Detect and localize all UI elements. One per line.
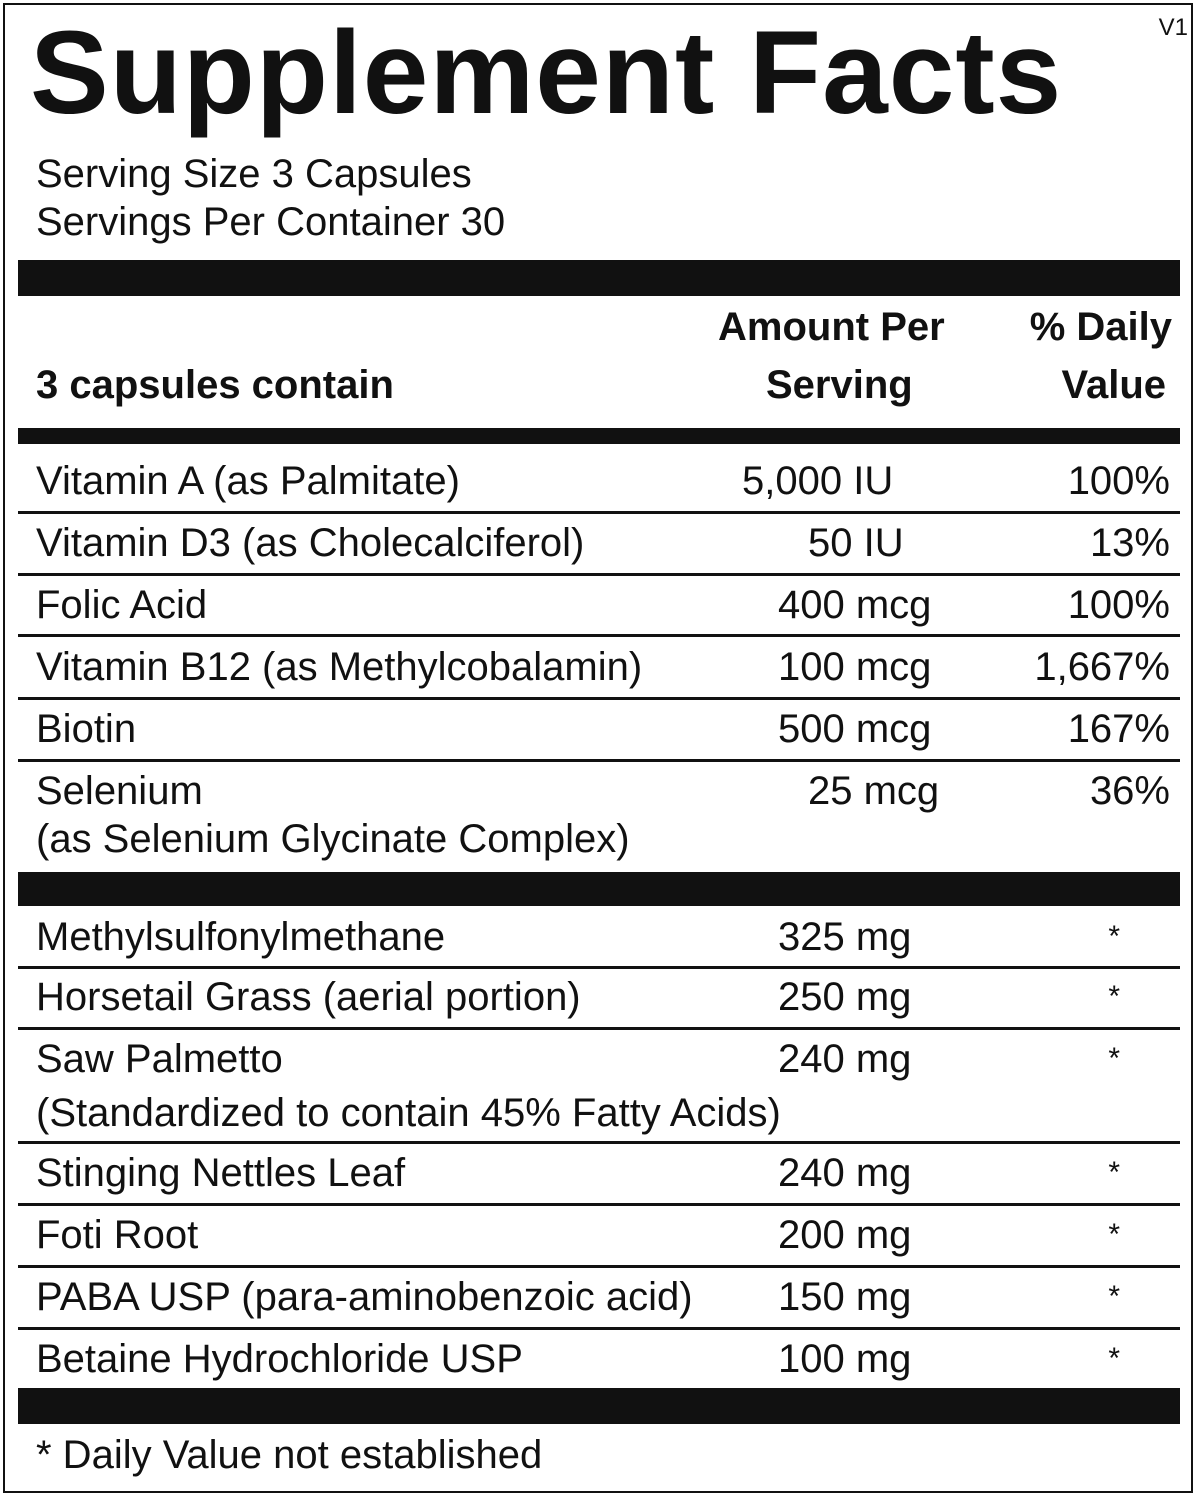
nutrient-amount: 50 IU [808,521,904,565]
column-header-amount-line2: Serving [766,363,913,407]
row-divider [18,511,1180,514]
ingredient-daily-value: * [1108,1342,1120,1375]
column-header-dv-line2: Value [1061,363,1166,407]
nutrient-amount: 25 mcg [808,769,940,813]
medium-divider [18,428,1180,444]
row-divider [18,759,1180,762]
ingredient-amount: 325 mg [778,915,912,959]
ingredient-amount: 240 mg [778,1037,912,1081]
nutrient-name: Vitamin D3 (as Cholecalciferol) [36,521,585,565]
ingredient-name: Horsetail Grass (aerial portion) [36,975,581,1019]
nutrient-daily-value: 100% [1067,583,1170,627]
ingredient-amount: 100 mg [778,1337,912,1381]
nutrient-name: Selenium [36,769,203,813]
nutrient-daily-value: 100% [1067,459,1170,503]
row-divider [18,1327,1180,1330]
ingredient-name: PABA USP (para-aminobenzoic acid) [36,1275,693,1319]
ingredient-daily-value: * [1108,1156,1120,1189]
nutrient-name: Vitamin A (as Palmitate) [36,459,460,503]
row-divider [18,1141,1180,1144]
ingredient-row [0,1034,1200,1138]
serving-size: Serving Size 3 Capsules [36,152,472,196]
row-divider [18,1265,1180,1268]
ingredient-name: Stinging Nettles Leaf [36,1151,406,1195]
version-label: V1 [1158,14,1188,41]
row-divider [18,634,1180,637]
row-divider [18,1203,1180,1206]
column-header-dv-line1: % Daily [1029,305,1172,349]
row-divider [18,573,1180,576]
panel-title: Supplement Facts [30,7,1063,139]
row-divider [18,697,1180,700]
ingredient-name: Methylsulfonylmethane [36,915,446,959]
ingredient-name: Betaine Hydrochloride USP [36,1337,523,1381]
nutrient-amount: 400 mcg [778,583,932,627]
nutrient-name: Vitamin B12 (as Methylcobalamin) [36,645,643,689]
nutrient-source: (as Selenium Glycinate Complex) [36,817,630,861]
nutrient-name: Biotin [36,707,137,751]
ingredient-name: Saw Palmetto [36,1037,283,1081]
thick-divider [18,260,1180,296]
nutrient-amount: 100 mcg [778,645,932,689]
ingredient-daily-value: * [1108,1218,1120,1251]
footnote: * Daily Value not established [36,1433,543,1477]
ingredient-amount: 150 mg [778,1275,912,1319]
nutrient-row [0,766,1200,870]
column-header-amount-line1: Amount Per [718,305,945,349]
row-divider [18,966,1180,969]
ingredient-daily-value: * [1108,1042,1120,1075]
ingredient-standardization: (Standardized to contain 45% Fatty Acids) [36,1091,781,1135]
nutrient-daily-value: 1,667% [1034,645,1170,689]
thick-divider [18,872,1180,906]
ingredient-daily-value: * [1108,1280,1120,1313]
nutrient-daily-value: 13% [1089,521,1170,565]
row-divider [18,1027,1180,1030]
column-header-contain: 3 capsules contain [36,363,394,407]
nutrient-amount: 500 mcg [778,707,932,751]
nutrient-amount: 5,000 IU [742,459,894,503]
nutrient-daily-value: 36% [1089,769,1170,813]
ingredient-amount: 200 mg [778,1213,912,1257]
ingredient-name: Foti Root [36,1213,199,1257]
ingredient-amount: 250 mg [778,975,912,1019]
servings-per-container: Servings Per Container 30 [36,200,506,244]
nutrient-name: Folic Acid [36,583,208,627]
thick-divider [18,1388,1180,1424]
ingredient-amount: 240 mg [778,1151,912,1195]
ingredient-daily-value: * [1108,920,1120,953]
nutrient-daily-value: 167% [1067,707,1170,751]
ingredient-daily-value: * [1108,980,1120,1013]
